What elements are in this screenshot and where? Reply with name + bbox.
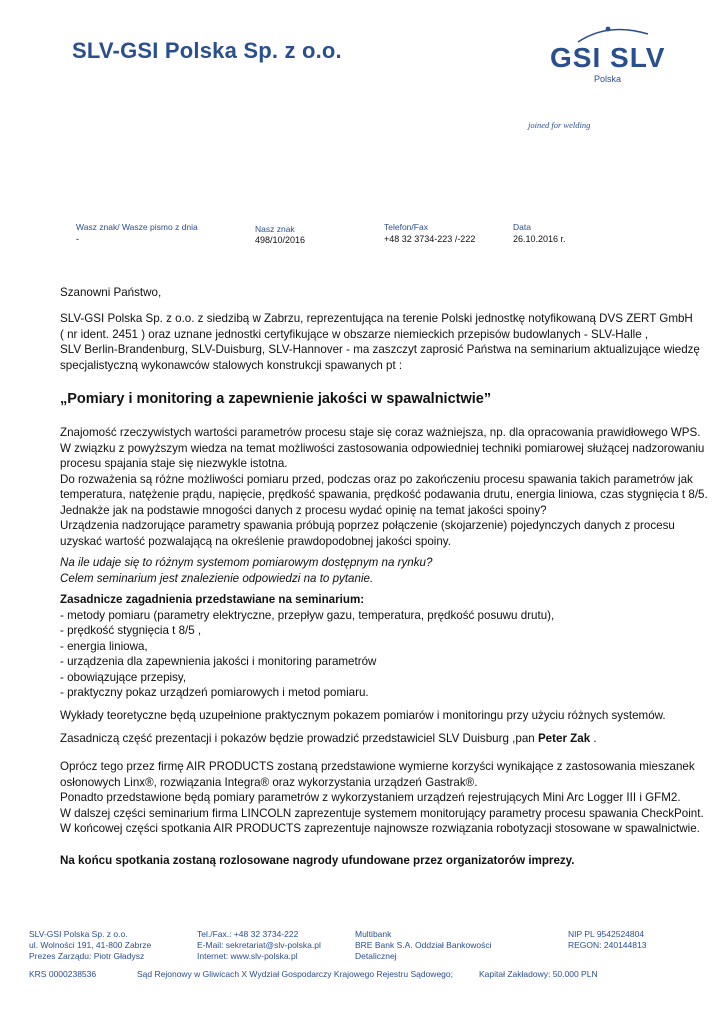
footer-contact [197, 929, 321, 962]
footer-line: Tel./Fax.: +48 32 3734-222 [197, 929, 299, 939]
footer-company [29, 929, 151, 962]
presenter-end: . [590, 732, 597, 745]
body-line: Znajomość rzeczywistych wartości parametrów procesu staje się coraz ważniejsza, np. dla opracowania prawidłowego WPS. [60, 426, 701, 439]
footer-line: Prezes Zarządu: Piotr Gładysz [29, 951, 145, 961]
topic-item: - metody pomiaru (parametry elektryczne, przepływ gazu, temperatura, prędkość posuwu drutu), [60, 608, 555, 622]
your-ref-label: Wasz znak/ Wasze pismo z dnia [76, 222, 198, 232]
topic-item: - urządzenia dla zapewnienia jakości i monitoring parametrów [60, 655, 377, 668]
body-line: W związku z powyższym wiedza na temat możliwości zastosowania odpowiedniej techniki pomiarowej służącej nadzorowaniu [60, 441, 705, 455]
your-ref-value: - [76, 234, 79, 244]
tagline: joined for welding [528, 120, 591, 130]
body-line: Jednakże jak na podstawie mnogości danych z procesu wydać opinię na temat jakości spoiny? [60, 503, 547, 517]
presenter-paragraph [60, 731, 680, 747]
air-products-line: Oprócz tego przez firmę AIR PRODUCTS zostaną przedstawione wymierne korzyści wynikające z zastosowania mieszanek [60, 760, 695, 773]
air-products-line: osłonowych Linx®, rozwiązania Integra® oraz wykorzystania urządzeń Gastrak®. [60, 775, 478, 789]
seminar-title: „Pomiary i monitoring a zapewnienie jakości w spawalnictwie” [60, 391, 492, 407]
date-value: 26.10.2016 r. [513, 234, 566, 244]
our-ref-label: Nasz znak [255, 224, 295, 234]
footer-line: Internet: www.slv-polska.pl [197, 951, 298, 961]
air-products-line: Ponadto przedstawione będą pomiary parametrów z wykorzystaniem urządzeń rejestrujących Mini Arc Logger III i GFM2. [60, 791, 681, 804]
logo-text: GSI SLV [550, 42, 666, 73]
question-paragraph [60, 555, 680, 586]
topic-item: - praktyczny pokaz urządzeń pomiarowych i metod pomiaru. [60, 686, 369, 699]
body-line: Do rozważenia są różne możliwości pomiaru przed, podczas oraz po zakończeniu procesu spawania takich parametrów jak [60, 472, 693, 486]
topic-item: - obowiązujące przepisy, [60, 670, 187, 684]
body-line: procesu spajania staje się niezwykle istotna. [60, 457, 288, 470]
our-ref-value: 498/10/2016 [255, 235, 306, 245]
company-title: SLV-GSI Polska Sp. z o.o. [72, 38, 342, 63]
footer-court: Sąd Rejonowy w Gliwicach X Wydział Gospodarczy Krajowego Rejestru Sądowego; [137, 969, 453, 979]
question-line: Na ile udaje się to różnym systemom pomiarowym dostępnym na rynku? [60, 556, 433, 569]
prizes-paragraph: Na końcu spotkania zostaną rozlosowane nagrody ufundowane przez organizatorów imprezy. [60, 854, 575, 867]
intro-paragraph [60, 311, 700, 373]
footer-line: NIP PL 9542524804 [568, 929, 645, 939]
footer-krs: KRS 0000238536 [29, 969, 97, 979]
footer-line: E-Mail: sekretariat@slv-polska.pl [197, 940, 321, 950]
intro-line: ( nr ident. 2451 ) oraz uznane jednostki certyfikujące w obszarze niemieckich przepisów budowlanych - SLV-Halle , [60, 327, 649, 341]
body-paragraph [60, 425, 708, 549]
footer-bank [355, 929, 492, 962]
topic-item: - energia liniowa, [60, 639, 148, 653]
footer-capital: Kapitał Zakładowy: 50.000 PLN [479, 969, 598, 979]
lectures-paragraph: Wykłady teoretyczne będą uzupełnione praktycznym pokazem pomiarów i monitoringu przy użyciu różnych systemów. [60, 709, 666, 722]
footer-line: BRE Bank S.A. Oddział Bankowości [355, 940, 492, 950]
presenter-text: Zasadniczą część prezentacji i pokazów będzie prowadzić przedstawiciel SLV Duisburg ,pan [60, 732, 538, 745]
body-line: uzyskać wartość pozwalającą na określenie prawdopodobnej jakości spoiny. [60, 534, 451, 548]
intro-line: SLV-GSI Polska Sp. z o.o. z siedzibą w Zabrzu, reprezentująca na terenie Polski jednostkę notyfikowaną DVS ZERT GmbH [60, 312, 693, 325]
topics-section [60, 592, 680, 701]
logo-subtitle: Polska [594, 74, 622, 84]
air-products-line: W dalszej części seminarium firma LINCOLN zaprezentuje systemem monitorujący parametry procesu spawania CheckPoint. [60, 806, 704, 820]
body-line: Urządzenia nadzorujące parametry spawania próbują poprzez połączenie (skojarzenie) pojedynczych danych z procesu [60, 519, 675, 532]
footer-line: REGON: 240144813 [568, 940, 647, 950]
footer-tax [568, 929, 646, 951]
presenter-name: Peter Zak [537, 732, 591, 745]
air-products-paragraph [60, 759, 704, 837]
footer-line: Multibank [355, 929, 392, 939]
greeting: Szanowni Państwo, [60, 286, 162, 299]
body-line: temperatura, natężenie prądu, napięcie, prędkość spawania, prędkość podawania drutu, energia liniowa, czas stygnięcia t 8/5. [60, 488, 708, 501]
phone-label: Telefon/Fax [384, 222, 428, 232]
air-products-line: W końcowej części spotkania AIR PRODUCTS zaprezentuje najnowsze rozwiązania robotyzacji stosowane w spawalnictwie. [60, 822, 700, 835]
intro-line: specjalistyczną wykonawców stalowych konstrukcji spawanych pt : [60, 358, 403, 372]
footer-line: Detalicznej [355, 951, 397, 961]
question-line: Celem seminarium jest znalezienie odpowiedzi na to pytanie. [60, 571, 374, 585]
footer-line: SLV-GSI Polska Sp. z o.o. [29, 929, 128, 939]
date-label: Data [513, 222, 531, 232]
topics-heading: Zasadnicze zagadnienia przedstawiane na seminarium: [60, 593, 365, 606]
phone-value: +48 32 3734-223 /-222 [384, 234, 476, 244]
intro-line: SLV Berlin-Brandenburg, SLV-Duisburg, SLV-Hannover - ma zaszczyt zaprosić Państwa na seminarium aktualizujące wiedzę [60, 343, 700, 356]
topic-item: - prędkość stygnięcia t 8/5 , [60, 624, 202, 637]
footer-line: ul. Wolności 191, 41-800 Zabrze [29, 940, 152, 950]
